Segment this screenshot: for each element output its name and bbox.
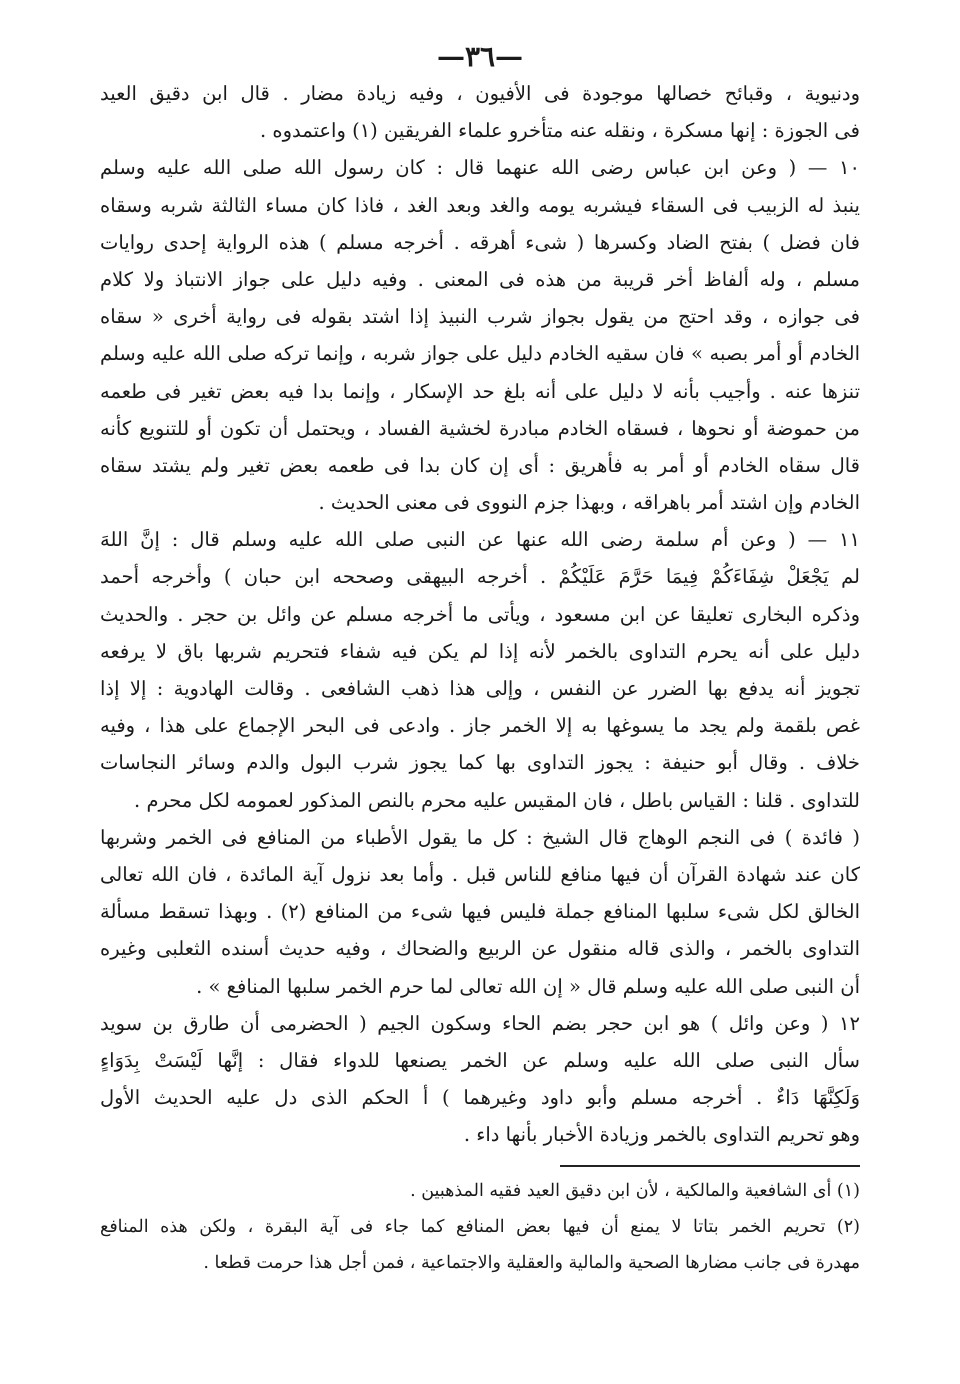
- body-line: تنزها عنه . وأجيب بأنه لا دليل على أنه بلغ حد الإسكار ، وإنما بدا فيه بعض تغير فى طعمه: [100, 379, 860, 403]
- body-line: دليل على أنه يحرم التداوى بالخمر لأنه إذا لم يكن فيه شفاء فتحريم شربها باق لا يرفعه: [100, 639, 860, 663]
- body-line: وَلَكِنَّهَا دَاءٌ . أخرجه مسلم وأبو داود وغيرهما ) أ الحكم الذى دل عليه الحديث الأول: [100, 1086, 860, 1110]
- body-line: فى الجوزة : إنها مسكرة ، ونقله عنه متأخرو علماء الفريقين (١) واعتمدوه .: [259, 119, 860, 143]
- body-line: الخادم وإن اشتد أمر باهراقه ، وبهذا جزم النووى فى معنى الحديث .: [318, 491, 860, 515]
- body-line: التداوى بالخمر ، والذى قاله منقول عن الربيع والضحاك ، وفيه حديث أسنده الثعلبى وغيره: [100, 937, 860, 961]
- body-line: أن النبى صلى الله عليه وسلم قال « إن الله تعالى لما حرم الخمر سلبها المنافع » .: [196, 974, 860, 998]
- footnote-line: مهدرة فى جانب مضارها الصحية والمالية والعقلية والاجتماعية ، فمن أجل هذا حرمت قطعا .: [203, 1253, 860, 1274]
- body-line: لم يَجْعَلْ شِفَاءَكُمْ فِيمَا حَرَّمَ عَلَيْكُمْ . أخرجه البيهقى وصححه ابن حبان ) وأخرجه أحمد: [100, 565, 860, 589]
- body-line: قال سقاه الخادم أو أمر به فأهريق : أى إن كان بدا فى طعمه بعض تغير ولم يشتد سقاه: [100, 453, 860, 477]
- body-line: غص بلقمة ولم يجد ما يسوغها به إلا الخمر جاز . وادعى فى البحر الإجماع على هذا ، وفيه: [100, 714, 860, 738]
- body-line: ١١ — ( وعن أم سلمة رضى الله عنها عن النبى صلى الله عليه وسلم قال : إنَّ اللهَ: [100, 528, 860, 552]
- body-line: فان فضل ) بفتح الضاد وكسرها ( شىء أهرقه . أخرجه مسلم ) هذه الرواية إحدى روايات: [100, 230, 860, 254]
- body-line: سأل النبى صلى الله عليه وسلم عن الخمر يصنعها للدواء فقال : إنَّها لَيْسَتْ بِدَوَاءٍ: [100, 1048, 860, 1072]
- footnote-line: (٢) تحريم الخمر بتاتا لا يمنع أن فيها بعض المنافع كما جاء فى آية البقرة ، ولكن هذه المنافع: [100, 1217, 860, 1238]
- body-line: وهو تحريم التداوى بالخمر وزيادة الأخبار بأنها داء .: [463, 1123, 860, 1147]
- main-text: [100, 75, 860, 1153]
- body-line: خلاف . وقال أبو حنيفة : يجوز التداوى بها كما يجوز شرب البول والدم وسائر النجاسات: [100, 751, 860, 775]
- body-line: للتداوى . قلنا : القياس باطل ، فان المقيس عليه محرم بالنص المذكور لعمومه لكل محرم .: [134, 788, 860, 812]
- body-line: وذكره البخارى تعليقا عن ابن مسعود ، ويأتى ما أخرجه مسلم عن وائل بن حجر . والحديث: [100, 602, 860, 626]
- body-line: كان عند شهادة القرآن أن فيها منافع للناس قبل . وأما بعد نزول آية المائدة ، فان الله تعالى: [100, 862, 860, 886]
- footnotes: [100, 1173, 860, 1281]
- body-line: ١٢ ( وعن وائل ) هو ابن حجر بضم الحاء وسكون الجيم ( الحضرمى أن طارق بن سويد: [100, 1011, 860, 1035]
- body-line: مسلم ، وله ألفاظ أخر قريبة من هذه فى المعنى . وفيه دليل على جواز الانتباذ ولا كلام: [100, 267, 860, 291]
- footnote-divider: [560, 1165, 860, 1167]
- body-line: تجويز أنه يدفع بها الضرر عن النفس ، وإلى هذا ذهب الشافعى . وقالت الهادوية : إلا إذا: [100, 677, 860, 700]
- body-line: ( فائدة ) فى النجم الوهاج قال الشيخ : كل ما يقول الأطباء من المنافع فى الخمر وشربها: [100, 825, 860, 849]
- body-line: فى جوازه ، وقد احتج من يقول بجواز شرب النبيذ إذا اشتد بقوله فى رواية أخرى « سقاه: [100, 305, 860, 329]
- body-line: الخالق لكل شىء سلبها المنافع جملة فليس فيها شىء من المنافع (٢) . وبهذا تسقط مسألة: [100, 900, 860, 924]
- body-line: ودنيوية ، وقبائح خصالها موجودة فى الأفيون ، وفيه زيادة مضار . قال ابن دقيق العيد: [100, 82, 860, 105]
- body-line: ١٠ — ( وعن ابن عباس رضى الله عنهما قال : كان رسول الله صلى الله عليه وسلم: [100, 156, 860, 180]
- page-number: —٣٦—: [436, 40, 524, 73]
- footnote-line: (١) أى الشافعية والمالكية ، لأن ابن دقيق العيد فقيه المذهبين .: [410, 1181, 860, 1202]
- body-line: ينبذ له الزبيب فى السقاء فيشربه يومه والغد وبعد الغد ، فاذا كان مساء الثالثة شربه وسقاه: [100, 193, 860, 217]
- body-line: من حموضة أو نحوها ، فسقاه الخادم مبادرة لخشية الفساد ، ويحتمل أن تكون أو للتنويع كأنه: [100, 416, 860, 440]
- body-line: الخادم أو أمر بصبه » فان سقيه الخادم دليل على جواز شربه ، وإنما تركه صلى الله عليه وسلم: [100, 342, 860, 366]
